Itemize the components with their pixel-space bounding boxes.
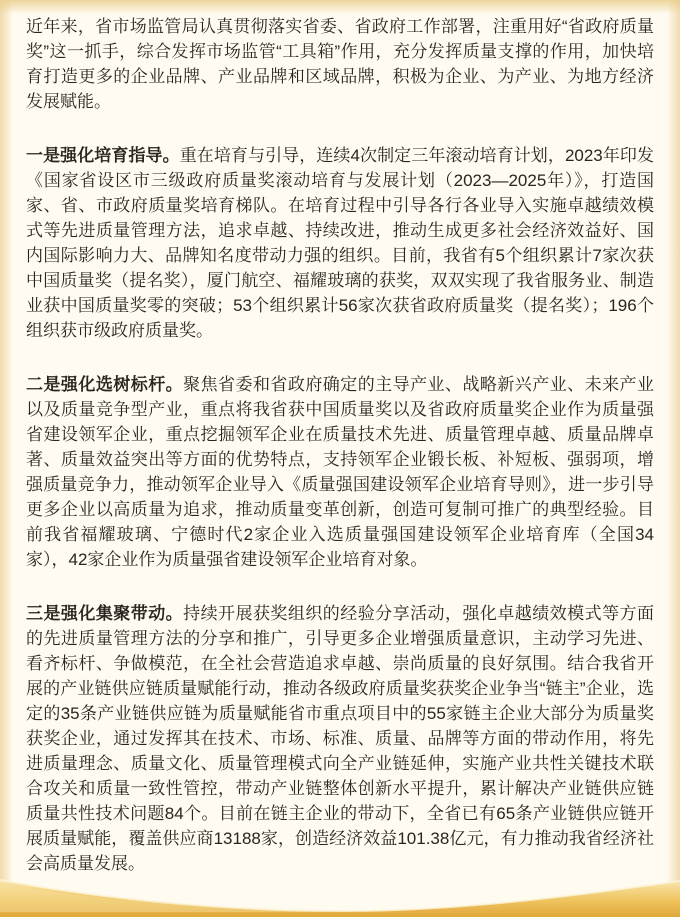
paragraph-body: 聚焦省委和省政府确定的主导产业、战略新兴产业、未来产业以及质量竞争型产业，重点将我省获中国质量奖以及省政府质量奖企业作为质量强省建设领军企业，重点挖掘领军企业在质量技术先进、质量管理卓越、质量品牌卓著、质量效益突出等方面的优势特点，支持领军企业锻长板、补短板、强弱项，增强质量竞争力，推动领军企业导入《质量强国建设领军企业培育导则》，进一步引导更多企业以高质量为追求，推动质量变革创新，创造可复制可推广的典型经验。目前我省福耀玻璃、宁德时代2家企业入选质量强国建设领军企业培育库（全国34家），42家企业作为质量强省建设领军企业培育对象。 bbox=[26, 375, 655, 569]
paragraph-lead: 二是强化选树标杆。 bbox=[26, 375, 184, 394]
paragraph-body: 重在培育与引导，连续4次制定三年滚动培育计划，2023年印发《国家省设区市三级政府质量奖滚动培育与发展计划（2023—2025年）》，打造国家、省、市政府质量奖培育梯队。在培育过程中引导各行各业导入实施卓越绩效模式等先进质量管理方法，追求卓越、持续改进，推动生成更多社会经济效益好、国内国际影响力大、品牌知名度带动力强的组织。目前，我省有5个组织累计7家次获中国质量奖（提名奖），厦门航空、福耀玻璃的获奖，双双实现了我省服务业、制造业获中国质量奖零的突破；53个组织累计56家次获省政府质量奖（提名奖）；196个组织获市级政府质量奖。 bbox=[26, 146, 654, 340]
paragraph-body: 持续开展获奖组织的经验分享活动，强化卓越绩效模式等方面的先进质量管理方法的分享和推广，引导更多企业增强质量意识，主动学习先进、看齐标杆、争做模范，在全社会营造追求卓越、崇尚质量的良好氛围。结合我省开展的产业链供应链质量赋能行动，推动各级政府质量奖获奖企业争当“链主”企业，选定的35条产业链供应链为质量赋能省市重点项目中的55家链主企业大部分为质量奖获奖企业，通过发挥其在技术、市场、标准、质量、品牌等方面的带动作用，将先进质量理念、质量文化、质量管理模式向全产业链延伸，实施产业共性关键技术联合攻关和质量一致性管控，带动产业链整体创新水平提升，累计解决产业链供应链质量共性技术问题84个。目前在链主企业的带动下，全省已有65条产业链供应链开展质量赋能，覆盖供应商13188家，创造经济效益101.38亿元，有力推动我省经济社会高质量发展。 bbox=[26, 604, 655, 873]
paragraph-lead: 一是强化培育指导。 bbox=[26, 146, 180, 165]
paragraph bbox=[26, 601, 654, 876]
paragraph-body: 近年来，省市场监管局认真贯彻落实省委、省政府工作部署，注重用好“省政府质量奖”这一抓手，综合发挥市场监管“工具箱”作用，充分发挥质量支撑的作用，加快培育打造更多的企业品牌、产业品牌和区域品牌，积极为企业、为产业、为地方经济发展赋能。 bbox=[26, 17, 654, 111]
paragraph-lead: 三是强化集聚带动。 bbox=[26, 604, 184, 623]
paragraph bbox=[26, 14, 654, 114]
paragraph bbox=[26, 143, 654, 343]
paragraph bbox=[26, 372, 654, 572]
